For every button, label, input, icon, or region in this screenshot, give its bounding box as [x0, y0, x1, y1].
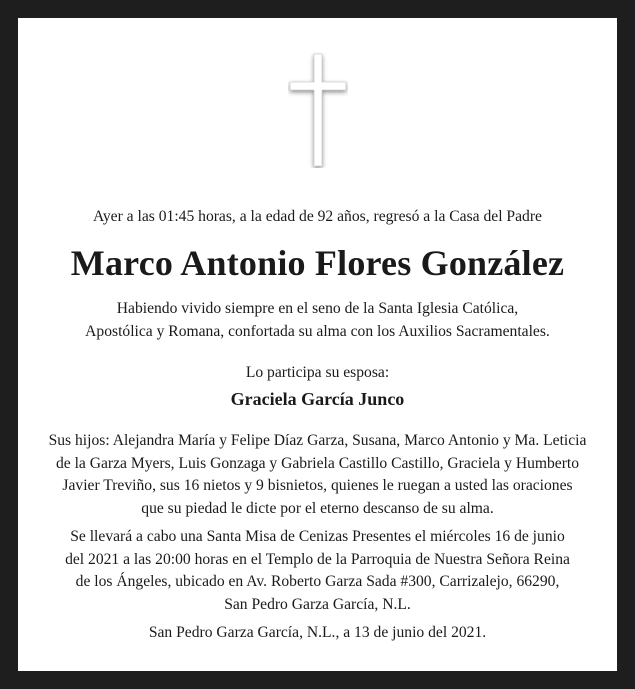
family-line: de la Garza Myers, Luis Gonzaga y Gabriela Castillo Castillo, Graciela y Humberto	[55, 454, 580, 472]
family-paragraph	[18, 430, 617, 520]
family-line: que su piedad le dicte por el eterno descanso de su alma.	[141, 499, 494, 517]
spouse-name: Graciela García Junco	[230, 389, 405, 409]
religious-line: Habiendo vivido siempre en el seno de la Santa Iglesia Católica,	[116, 300, 519, 317]
mass-line: del 2021 a las 20:00 horas en el Templo de la Parroquia de Nuestra Señora Reina	[65, 550, 570, 568]
mass-line: Se llevará a cabo una Santa Misa de Cenizas Presentes el miércoles 16 de junio	[70, 528, 565, 545]
religious-line: Apostólica y Romana, confortada su alma con los Auxilios Sacramentales.	[85, 322, 550, 340]
obituary-notice	[18, 18, 617, 671]
mass-line: de los Ángeles, ubicado en Av. Roberto Garza Sada #300, Carrizalejo, 66290,	[75, 573, 560, 590]
closing-line: San Pedro Garza García, N.L., a 13 de junio del 2021.	[148, 624, 487, 641]
mass-paragraph	[18, 526, 617, 616]
religious-paragraph	[18, 298, 617, 343]
spouse-intro: Lo participa su esposa:	[245, 364, 390, 381]
cross-icon	[288, 52, 348, 168]
deceased-name: Marco Antonio Flores González	[70, 243, 565, 283]
intro-line: Ayer a las 01:45 horas, a la edad de 92 años, regresó a la Casa del Padre	[93, 208, 542, 225]
family-line: Javier Treviño, sus 16 nietos y 9 bisnietos, quienes le ruegan a usted las oraciones	[62, 477, 573, 494]
mass-line: San Pedro Garza García, N.L.	[224, 595, 411, 613]
family-line: Sus hijos: Alejandra María y Felipe Díaz Garza, Susana, Marco Antonio y Ma. Leticia	[48, 432, 587, 449]
